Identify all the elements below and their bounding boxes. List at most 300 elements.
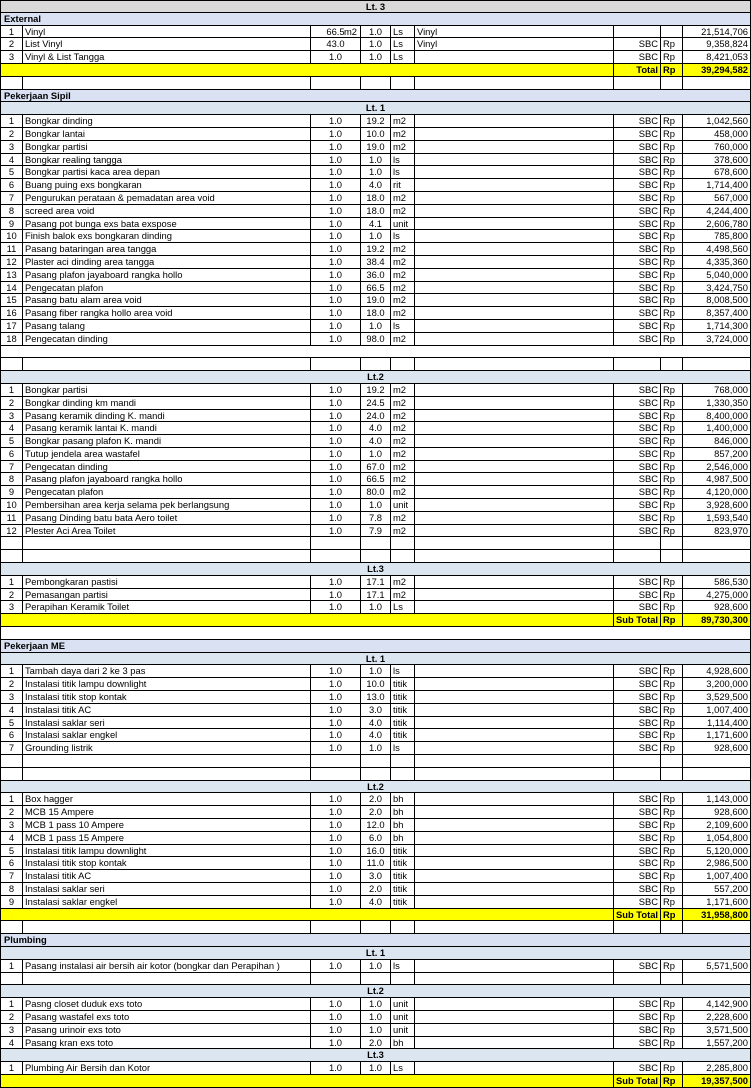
item-amount: 928,600 — [682, 806, 751, 818]
item-volume: 1.0 — [310, 422, 360, 434]
item-note — [414, 51, 613, 63]
item-unit: titik — [390, 729, 414, 741]
item-qty: 1.0 — [360, 665, 390, 677]
item-description: Bongkar partisi — [22, 141, 310, 153]
item-description: Pemasangan partisi — [22, 589, 310, 601]
item-unit: m2 — [390, 525, 414, 537]
item-number: 7 — [0, 192, 22, 204]
item-qty: 80.0 — [360, 486, 390, 498]
item-description: Instalasi saklar engkel — [22, 896, 310, 908]
item-qty: 12.0 — [360, 819, 390, 831]
empty-cell — [360, 921, 390, 933]
item-supplier: SBC — [613, 1024, 660, 1036]
item-qty: 4.0 — [360, 422, 390, 434]
total-currency: Rp — [660, 64, 682, 76]
item-volume: 43.0 — [310, 38, 360, 50]
section-header — [0, 934, 751, 947]
item-number: 3 — [0, 1024, 22, 1036]
section-label: Pekerjaan Sipil — [0, 90, 751, 102]
item-supplier: SBC — [613, 448, 660, 460]
item-number: 14 — [0, 282, 22, 294]
item-supplier: SBC — [613, 704, 660, 716]
item-supplier: SBC — [613, 832, 660, 844]
item-unit: titik — [390, 883, 414, 895]
item-amount: 1,143,000 — [682, 793, 751, 805]
item-unit: m2 — [390, 473, 414, 485]
item-amount: 823,970 — [682, 525, 751, 537]
item-description: Vinyl — [22, 26, 310, 38]
empty-cell — [414, 537, 613, 549]
empty-cell — [390, 77, 414, 89]
item-qty: 17.1 — [360, 589, 390, 601]
item-unit: m2 — [390, 448, 414, 460]
item-currency: Rp — [660, 1024, 682, 1036]
item-currency: Rp — [660, 486, 682, 498]
line-item-row — [0, 243, 751, 256]
empty-cell — [414, 973, 613, 985]
item-description: Buang puing exs bongkaran — [22, 179, 310, 191]
empty-cell — [682, 973, 751, 985]
item-volume: 1.0 — [310, 717, 360, 729]
item-currency: Rp — [660, 601, 682, 613]
item-note — [414, 448, 613, 460]
item-currency: Rp — [660, 473, 682, 485]
empty-cell — [22, 550, 310, 562]
item-description: Bongkar partisi kaca area depan — [22, 166, 310, 178]
item-currency: Rp — [660, 576, 682, 588]
item-note — [414, 601, 613, 613]
item-amount: 1,042,560 — [682, 115, 751, 127]
item-unit: bh — [390, 1037, 414, 1049]
item-number: 7 — [0, 461, 22, 473]
item-currency: Rp — [660, 218, 682, 230]
item-description: Pasang instalasi air bersih air kotor (bongkar dan Perapihan ) — [22, 960, 310, 972]
item-volume: 1.0 — [310, 115, 360, 127]
item-volume: 1.0 — [310, 397, 360, 409]
item-number: 5 — [0, 166, 22, 178]
empty-cell — [660, 358, 682, 370]
item-currency: Rp — [660, 998, 682, 1010]
item-qty: 18.0 — [360, 205, 390, 217]
item-amount: 8,400,000 — [682, 410, 751, 422]
item-description: MCB 15 Ampere — [22, 806, 310, 818]
item-unit: unit — [390, 1024, 414, 1036]
item-number: 2 — [0, 38, 22, 50]
item-note — [414, 333, 613, 345]
item-supplier: SBC — [613, 845, 660, 857]
item-number: 12 — [0, 525, 22, 537]
empty-cell — [0, 77, 22, 89]
item-note — [414, 166, 613, 178]
item-description: Pasang wastafel exs toto — [22, 1011, 310, 1023]
item-description: Pengecatan dinding — [22, 461, 310, 473]
item-volume: 1.0 — [310, 166, 360, 178]
item-currency: Rp — [660, 793, 682, 805]
item-currency: Rp — [660, 307, 682, 319]
item-unit: ls — [390, 960, 414, 972]
item-description: Pasang keramik lantai K. mandi — [22, 422, 310, 434]
item-qty: 7.8 — [360, 512, 390, 524]
item-unit: bh — [390, 806, 414, 818]
item-amount: 1,557,200 — [682, 1037, 751, 1049]
item-description: Tutup jendela area wastafel — [22, 448, 310, 460]
line-item-row — [0, 499, 751, 512]
item-supplier: SBC — [613, 589, 660, 601]
item-qty: 19.2 — [360, 243, 390, 255]
item-amount: 846,000 — [682, 435, 751, 447]
item-unit: m2 — [390, 141, 414, 153]
floor-label: Lt.2 — [0, 781, 751, 793]
empty-cell — [0, 973, 22, 985]
item-volume: 1.0 — [310, 333, 360, 345]
item-number: 3 — [0, 51, 22, 63]
item-supplier: SBC — [613, 205, 660, 217]
item-amount: 2,285,800 — [682, 1062, 751, 1074]
item-note: Vinyl — [414, 26, 613, 38]
item-number: 1 — [0, 998, 22, 1010]
empty-cell — [390, 537, 414, 549]
item-description: screed area void — [22, 205, 310, 217]
item-description: Instalasi saklar seri — [22, 717, 310, 729]
item-description: Pembersihan area kerja selama pek berlangsung — [22, 499, 310, 511]
item-volume: 1.0 — [310, 473, 360, 485]
item-amount: 4,987,500 — [682, 473, 751, 485]
empty-cell — [414, 358, 613, 370]
item-unit: m2 — [390, 294, 414, 306]
item-currency: Rp — [660, 397, 682, 409]
item-unit: m2 — [390, 282, 414, 294]
item-qty: 18.0 — [360, 307, 390, 319]
item-currency: Rp — [660, 243, 682, 255]
empty-cell — [660, 550, 682, 562]
floor-label: Lt.3 — [0, 563, 751, 575]
item-number: 3 — [0, 141, 22, 153]
item-unit: bh — [390, 832, 414, 844]
item-note — [414, 294, 613, 306]
item-unit: m2 — [390, 435, 414, 447]
item-amount: 1,714,400 — [682, 179, 751, 191]
item-unit: ls — [390, 166, 414, 178]
item-unit: m2 — [390, 410, 414, 422]
item-amount: 5,040,000 — [682, 269, 751, 281]
section-label: External — [0, 13, 751, 25]
line-item-row — [0, 269, 751, 282]
item-amount: 785,800 — [682, 230, 751, 242]
item-qty: 16.0 — [360, 845, 390, 857]
item-amount: 3,529,500 — [682, 691, 751, 703]
spacer-row — [0, 550, 751, 563]
item-description: Pasang kran exs toto — [22, 1037, 310, 1049]
empty-cell — [22, 77, 310, 89]
item-currency: Rp — [660, 192, 682, 204]
item-qty: 1.0 — [360, 230, 390, 242]
item-description: Pasang urinoir exs toto — [22, 1024, 310, 1036]
item-qty: 1.0 — [360, 998, 390, 1010]
item-description: Box hagger — [22, 793, 310, 805]
item-amount: 678,600 — [682, 166, 751, 178]
empty-cell — [414, 921, 613, 933]
item-currency: Rp — [660, 896, 682, 908]
item-unit: unit — [390, 218, 414, 230]
blank-cell — [0, 627, 751, 639]
item-currency: Rp — [660, 141, 682, 153]
item-qty: 1.0 — [360, 26, 390, 38]
line-item-row — [0, 51, 751, 64]
item-number: 5 — [0, 717, 22, 729]
total-spacer — [0, 909, 613, 921]
item-volume: 1.0 — [310, 819, 360, 831]
item-number: 1 — [0, 115, 22, 127]
item-unit: unit — [390, 998, 414, 1010]
item-description: Plester Aci Area Toilet — [22, 525, 310, 537]
line-item-row — [0, 384, 751, 397]
item-supplier: SBC — [613, 282, 660, 294]
item-note — [414, 269, 613, 281]
item-volume: 1.0 — [310, 307, 360, 319]
item-currency: Rp — [660, 282, 682, 294]
spacer-row — [0, 768, 751, 781]
line-item-row — [0, 1011, 751, 1024]
item-amount: 8,357,400 — [682, 307, 751, 319]
item-currency: Rp — [660, 154, 682, 166]
floor-label: Lt. 1 — [0, 653, 751, 665]
item-description: Pengurukan perataan & pemadatan area void — [22, 192, 310, 204]
item-note: Vinyl — [414, 38, 613, 50]
item-amount: 1,171,600 — [682, 896, 751, 908]
item-amount: 458,000 — [682, 128, 751, 140]
item-supplier: SBC — [613, 154, 660, 166]
section-header — [0, 13, 751, 26]
item-supplier: SBC — [613, 883, 660, 895]
line-item-row — [0, 230, 751, 243]
item-number: 4 — [0, 1037, 22, 1049]
empty-cell — [613, 973, 660, 985]
item-note — [414, 282, 613, 294]
item-qty: 1.0 — [360, 960, 390, 972]
item-volume: 1.0 — [310, 205, 360, 217]
item-unit: ls — [390, 154, 414, 166]
item-volume: 1.0 — [310, 256, 360, 268]
item-unit: m2 — [390, 486, 414, 498]
item-qty: 4.0 — [360, 179, 390, 191]
item-currency: Rp — [660, 333, 682, 345]
item-unit: m2 — [390, 422, 414, 434]
empty-cell — [390, 755, 414, 767]
item-note — [414, 512, 613, 524]
item-note — [414, 154, 613, 166]
item-number: 6 — [0, 448, 22, 460]
line-item-row — [0, 704, 751, 717]
item-unit: titik — [390, 691, 414, 703]
floor-header — [0, 371, 751, 384]
empty-cell — [22, 358, 310, 370]
item-qty: 1.0 — [360, 1024, 390, 1036]
line-item-row — [0, 128, 751, 141]
item-amount: 5,120,000 — [682, 845, 751, 857]
item-qty: 19.0 — [360, 294, 390, 306]
item-volume: 1.0 — [310, 141, 360, 153]
item-supplier: SBC — [613, 601, 660, 613]
line-item-row — [0, 486, 751, 499]
item-number: 11 — [0, 243, 22, 255]
empty-cell — [682, 77, 751, 89]
line-item-row — [0, 38, 751, 51]
item-amount: 2,109,600 — [682, 819, 751, 831]
item-supplier: SBC — [613, 717, 660, 729]
item-number: 2 — [0, 1011, 22, 1023]
item-supplier: SBC — [613, 38, 660, 50]
item-unit: m2 — [390, 461, 414, 473]
item-amount: 4,142,900 — [682, 998, 751, 1010]
item-currency: Rp — [660, 320, 682, 332]
item-number: 17 — [0, 320, 22, 332]
item-currency: Rp — [660, 435, 682, 447]
spacer-row — [0, 537, 751, 550]
item-volume: 1.0 — [310, 601, 360, 613]
item-number: 7 — [0, 742, 22, 754]
item-amount: 768,000 — [682, 384, 751, 396]
item-volume: 1.0 — [310, 729, 360, 741]
item-currency: Rp — [660, 819, 682, 831]
line-item-row — [0, 1062, 751, 1075]
item-currency: Rp — [660, 832, 682, 844]
item-supplier: SBC — [613, 525, 660, 537]
item-note — [414, 141, 613, 153]
spacer-row — [0, 358, 751, 371]
item-currency: Rp — [660, 857, 682, 869]
item-currency: Rp — [660, 256, 682, 268]
item-unit: m2 — [390, 115, 414, 127]
item-description: MCB 1 pass 10 Ampere — [22, 819, 310, 831]
line-item-row — [0, 960, 751, 973]
empty-cell — [0, 358, 22, 370]
empty-cell — [22, 537, 310, 549]
total-amount: 31,958,800 — [682, 909, 751, 921]
item-supplier: SBC — [613, 576, 660, 588]
empty-cell — [310, 550, 360, 562]
total-row — [0, 64, 751, 77]
item-qty: 11.0 — [360, 857, 390, 869]
item-supplier: SBC — [613, 333, 660, 345]
item-amount: 3,724,000 — [682, 333, 751, 345]
item-note — [414, 857, 613, 869]
item-unit: titik — [390, 678, 414, 690]
item-number: 9 — [0, 896, 22, 908]
item-supplier: SBC — [613, 269, 660, 281]
item-unit: rit — [390, 179, 414, 191]
item-description: Instalasi titik AC — [22, 704, 310, 716]
line-item-row — [0, 819, 751, 832]
item-supplier: SBC — [613, 243, 660, 255]
item-qty: 36.0 — [360, 269, 390, 281]
empty-cell — [682, 755, 751, 767]
item-amount: 4,928,600 — [682, 665, 751, 677]
empty-cell — [390, 973, 414, 985]
line-item-row — [0, 729, 751, 742]
blank-cell — [0, 346, 751, 358]
item-amount: 4,498,560 — [682, 243, 751, 255]
item-unit: m2 — [390, 589, 414, 601]
empty-cell — [0, 755, 22, 767]
item-number: 8 — [0, 473, 22, 485]
item-note — [414, 410, 613, 422]
item-supplier: SBC — [613, 870, 660, 882]
line-item-row — [0, 410, 751, 423]
item-supplier: SBC — [613, 51, 660, 63]
volume-unit: m2 — [343, 25, 357, 37]
item-qty: 1.0 — [360, 448, 390, 460]
item-amount: 557,200 — [682, 883, 751, 895]
item-qty: 10.0 — [360, 128, 390, 140]
item-note — [414, 230, 613, 242]
line-item-row — [0, 166, 751, 179]
item-supplier: SBC — [613, 141, 660, 153]
item-supplier: SBC — [613, 486, 660, 498]
item-number: 1 — [0, 576, 22, 588]
item-number: 4 — [0, 832, 22, 844]
item-currency: Rp — [660, 230, 682, 242]
item-description: Instalasi titik stop kontak — [22, 857, 310, 869]
line-item-row — [0, 282, 751, 295]
empty-cell — [613, 755, 660, 767]
item-amount: 3,200,000 — [682, 678, 751, 690]
item-supplier: SBC — [613, 1062, 660, 1074]
item-description: Instalasi saklar engkel — [22, 729, 310, 741]
line-item-row — [0, 397, 751, 410]
item-qty: 3.0 — [360, 704, 390, 716]
item-number: 2 — [0, 128, 22, 140]
blank-row — [0, 627, 751, 640]
empty-cell — [660, 973, 682, 985]
empty-cell — [414, 77, 613, 89]
empty-cell — [310, 77, 360, 89]
empty-cell — [613, 921, 660, 933]
item-unit: titik — [390, 870, 414, 882]
item-description: Pasang batu alam area void — [22, 294, 310, 306]
item-supplier: SBC — [613, 397, 660, 409]
item-amount: 1,714,300 — [682, 320, 751, 332]
item-number: 9 — [0, 486, 22, 498]
item-description: Bongkar pasang plafon K. mandi — [22, 435, 310, 447]
item-qty: 1.0 — [360, 499, 390, 511]
line-item-row — [0, 461, 751, 474]
item-unit: Ls — [390, 1062, 414, 1074]
line-item-row — [0, 205, 751, 218]
total-row — [0, 909, 751, 922]
empty-cell — [414, 768, 613, 780]
item-number: 3 — [0, 691, 22, 703]
item-amount: 567,000 — [682, 192, 751, 204]
item-unit: titik — [390, 717, 414, 729]
item-note — [414, 576, 613, 588]
floor-header — [0, 947, 751, 960]
item-volume: 1.0 — [310, 704, 360, 716]
item-note — [414, 845, 613, 857]
item-description: Instalasi saklar seri — [22, 883, 310, 895]
item-note — [414, 742, 613, 754]
item-supplier: SBC — [613, 1011, 660, 1023]
item-description: Plaster aci dinding area tangga — [22, 256, 310, 268]
item-volume-value: 66.5 — [326, 25, 345, 37]
item-supplier: SBC — [613, 410, 660, 422]
item-number: 1 — [0, 960, 22, 972]
item-note — [414, 205, 613, 217]
floor-label: Lt. 1 — [0, 947, 751, 959]
item-unit: Ls — [390, 51, 414, 63]
item-qty: 2.0 — [360, 1037, 390, 1049]
floor-header — [0, 563, 751, 576]
line-item-row — [0, 793, 751, 806]
